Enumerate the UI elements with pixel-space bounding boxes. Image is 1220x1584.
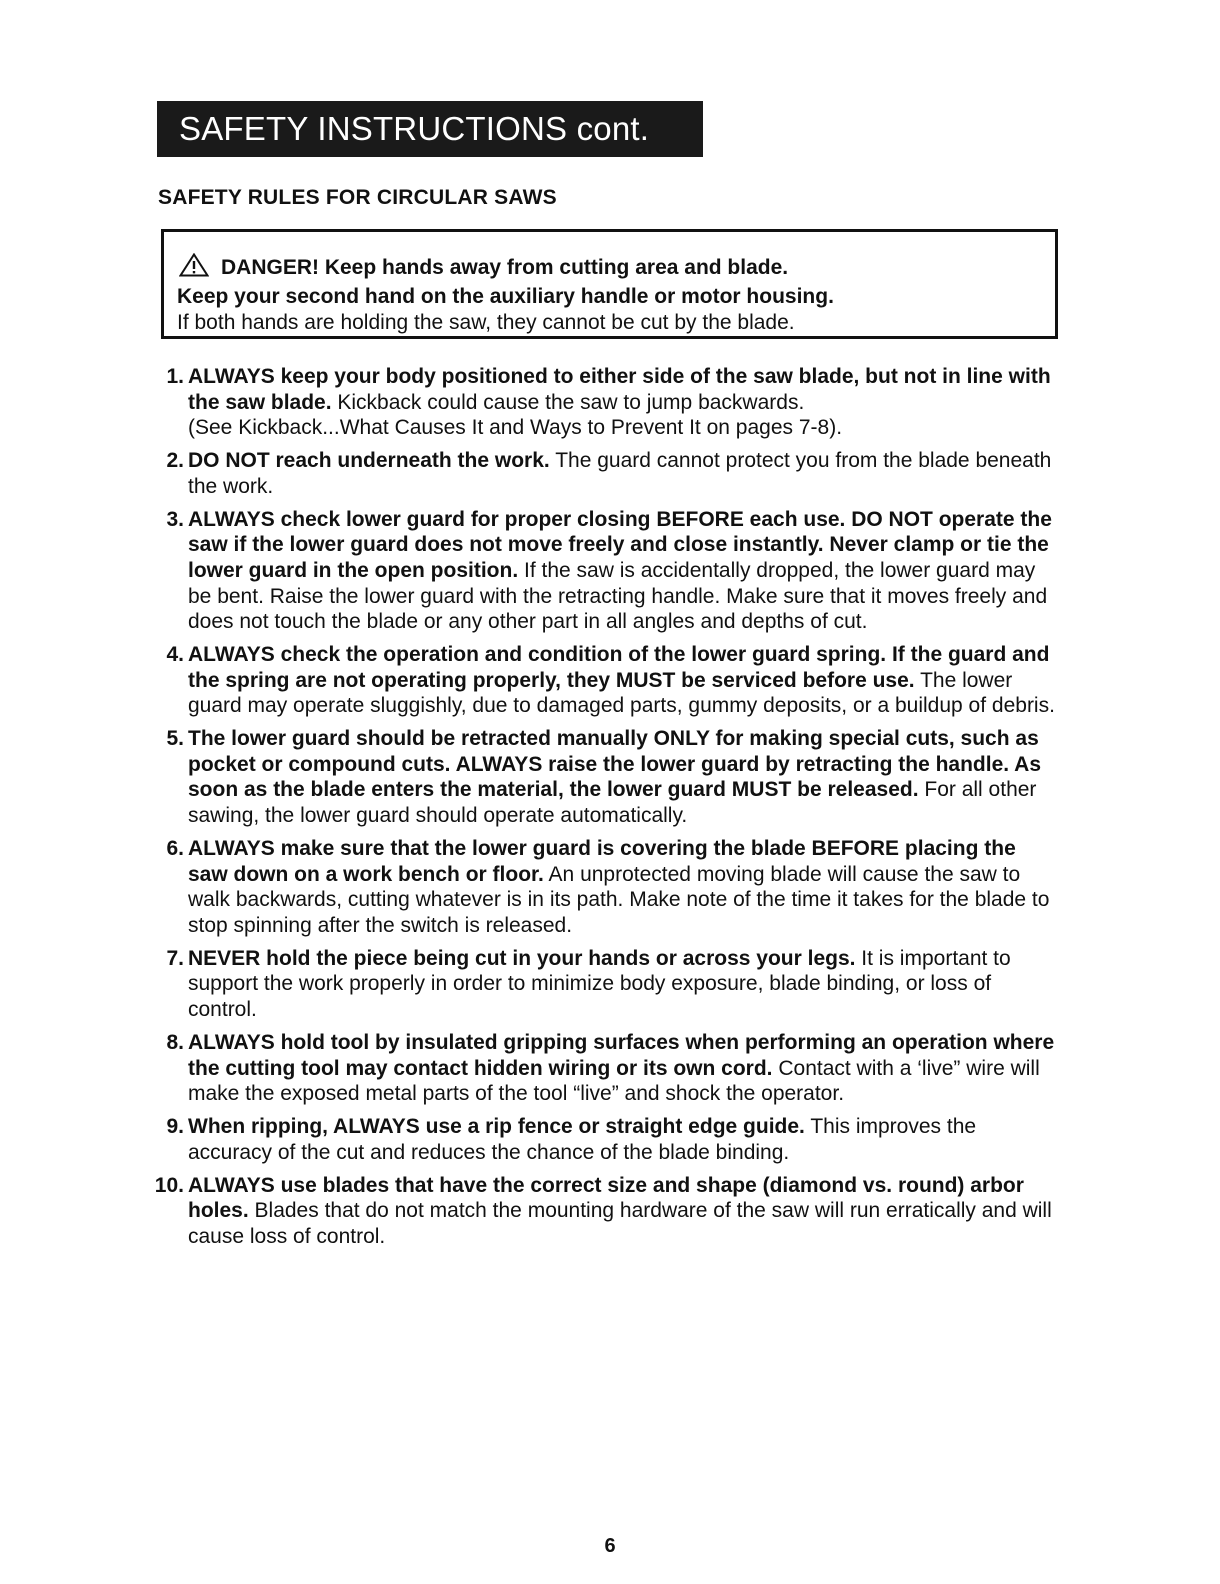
rule-text bbox=[188, 642, 1058, 719]
rule-bold-text: DO NOT reach underneath the work. bbox=[188, 449, 550, 473]
page-number: 6 bbox=[604, 1535, 616, 1557]
rule-text bbox=[188, 448, 1058, 499]
rule-number: 1. bbox=[166, 365, 184, 388]
danger-callout bbox=[161, 229, 1058, 339]
rule-plain-text: For all other sawing, the lower guard should operate automatically. bbox=[188, 778, 1037, 828]
rule-reference: (See Kickback...What Causes It and Ways to Prevent It on pages 7-8). bbox=[188, 416, 843, 440]
rule-number: 7. bbox=[166, 946, 184, 970]
rule-item bbox=[148, 1173, 1058, 1250]
rule-bold-text: ALWAYS hold tool by insulated gripping surfaces when performing an operation where the cutting tool may contact hidden wiring or its own cord. bbox=[188, 1030, 1055, 1080]
rule-bold-text: ALWAYS check lower guard for proper closing BEFORE each use. DO NOT operate the saw if the lower guard does not move freely and close instantly. Never clamp or tie the lower guard in the open position. bbox=[188, 507, 1052, 582]
rule-item bbox=[148, 1030, 1058, 1107]
rule-item bbox=[148, 946, 1058, 1023]
rule-item bbox=[148, 448, 1058, 499]
rule-item bbox=[148, 642, 1058, 719]
rule-bold-text: ALWAYS check the operation and condition of the lower guard spring. If the guard and the spring are not operating properly, they MUST be serviced before use. bbox=[188, 643, 1050, 692]
rule-text bbox=[188, 507, 1058, 635]
rule-bold-text: ALWAYS keep your body positioned to either side of the saw blade, but not in line with the saw blade. bbox=[188, 365, 1051, 414]
rule-number: 5. bbox=[166, 727, 184, 751]
rule-plain-text: An unprotected moving blade will cause the saw to walk backwards, cutting whatever is in its path. Make note of the time it takes for the blade to stop spinning after the switch is released. bbox=[188, 862, 1050, 937]
rule-text bbox=[188, 836, 1058, 938]
rule-number: 3. bbox=[166, 507, 184, 531]
rule-plain-text: The lower guard may operate sluggishly, due to damaged parts, gummy deposits, or a buildup of debris. bbox=[188, 668, 1055, 718]
safety-rules-list bbox=[148, 364, 1058, 1257]
rule-text bbox=[188, 1173, 1058, 1250]
danger-line-3: If both hands are holding the saw, they cannot be cut by the blade. bbox=[177, 311, 795, 334]
warning-triangle-icon bbox=[179, 253, 209, 284]
rule-bold-text: ALWAYS use blades that have the correct size and shape (diamond vs. round) arbor holes. bbox=[188, 1173, 1024, 1223]
rule-text bbox=[188, 1114, 1058, 1165]
rule-bold-text: The lower guard should be retracted manually ONLY for making special cuts, such as pocket or compound cuts. ALWAYS raise the lower guard by retracting the handle. As soon as the blade enters the material, the lower guard MUST be released. bbox=[188, 727, 1042, 802]
rule-plain-text: If the saw is accidentally dropped, the lower guard may be bent. Raise the lower guard with the retracting handle. Make sure that it moves freely and does not touch the blade or any other part in all angles and depths of cut. bbox=[188, 558, 1048, 634]
rule-plain-text: Kickback could cause the saw to jump backwards. bbox=[331, 390, 805, 414]
rule-bold-text: ALWAYS make sure that the lower guard is covering the blade BEFORE placing the saw down on a work bench or floor. bbox=[188, 837, 1016, 886]
rule-text bbox=[188, 1030, 1058, 1107]
rule-number: 4. bbox=[166, 643, 184, 667]
page-header: SAFETY INSTRUCTIONS cont. bbox=[157, 101, 703, 157]
rule-text bbox=[188, 726, 1058, 828]
section-title: SAFETY RULES FOR CIRCULAR SAWS bbox=[158, 186, 557, 209]
rule-plain-text: This improves the accuracy of the cut and reduces the chance of the blade binding. bbox=[188, 1115, 977, 1164]
rule-number: 6. bbox=[166, 837, 184, 861]
rule-plain-text: Contact with a ‘live” wire will make the exposed metal parts of the tool “live” and shock the operator. bbox=[188, 1056, 1040, 1106]
rule-number: 2. bbox=[166, 449, 184, 473]
rule-plain-text: Blades that do not match the mounting hardware of the saw will run erratically and will cause loss of control. bbox=[188, 1199, 1052, 1248]
rule-item bbox=[148, 836, 1058, 938]
rule-item bbox=[148, 364, 1058, 441]
rule-text bbox=[188, 946, 1058, 1023]
rule-bold-text: NEVER hold the piece being cut in your hands or across your legs. bbox=[188, 946, 856, 970]
rule-number: 8. bbox=[166, 1030, 184, 1054]
rule-number: 9. bbox=[166, 1115, 184, 1139]
rule-text bbox=[188, 364, 1058, 415]
rule-number: 10. bbox=[154, 1173, 184, 1197]
danger-line-1 bbox=[177, 253, 1055, 284]
rule-item bbox=[148, 726, 1058, 828]
rule-item bbox=[148, 507, 1058, 635]
rule-item bbox=[148, 1114, 1058, 1165]
danger-line-2: Keep your second hand on the auxiliary handle or motor housing. bbox=[177, 285, 834, 308]
rule-plain-text: It is important to support the work properly in order to minimize body exposure, blade binding, or loss of control. bbox=[188, 946, 1011, 1021]
rule-plain-text: The guard cannot protect you from the blade beneath the work. bbox=[188, 449, 1052, 498]
rule-bold-text: When ripping, ALWAYS use a rip fence or straight edge guide. bbox=[188, 1115, 805, 1139]
danger-line-1-text: DANGER! Keep hands away from cutting area and blade. bbox=[221, 256, 789, 279]
